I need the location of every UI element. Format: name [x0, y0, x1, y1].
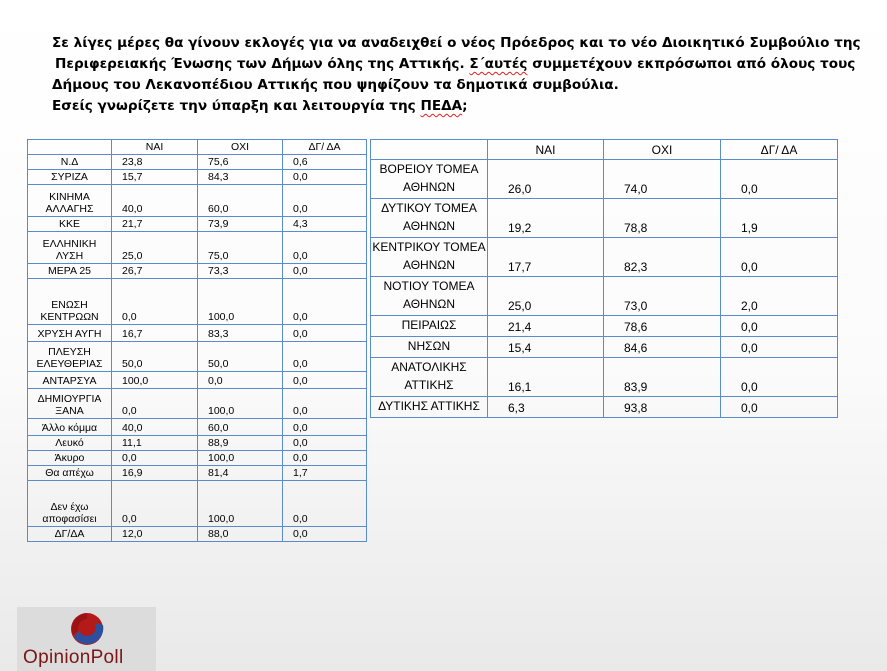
cell-yes: 15,4 [488, 337, 604, 358]
opinionpoll-logo [17, 607, 156, 671]
question-line-4 [52, 96, 852, 117]
party-table [27, 139, 367, 542]
cell-no: 60,0 [198, 185, 283, 217]
cell-yes: 40,0 [112, 185, 198, 217]
peda-acronym: ΠΕΔΑ [420, 98, 463, 114]
header-no: ΟΧΙ [604, 140, 721, 160]
cell-dk: 0,0 [283, 325, 367, 342]
cell-dk: 0,0 [283, 372, 367, 389]
header-yes: ΝΑΙ [488, 140, 604, 160]
cell-dk: 0,6 [283, 155, 367, 170]
row-label: ΕΝΩΣΗ ΚΕΝΤΡΩΩΝ [28, 279, 112, 325]
cell-yes: 16,1 [488, 358, 604, 397]
region-table-row [371, 316, 838, 337]
cell-dk: 0,0 [283, 232, 367, 264]
region-table-row [371, 199, 838, 238]
party-table-row [28, 217, 367, 232]
cell-yes: 17,7 [488, 238, 604, 277]
cell-no: 73,3 [198, 264, 283, 279]
row-label: Άκυρο [28, 451, 112, 466]
header-no: ΟΧΙ [198, 140, 283, 155]
party-table-row [28, 389, 367, 419]
question-line-2-marked: Σ΄αυτές [469, 56, 528, 72]
party-table-row [28, 342, 367, 372]
cell-no: 88,9 [198, 436, 283, 451]
cell-dk: 0,0 [721, 238, 838, 277]
row-label: ΔΥΤΙΚΗΣ ΑΤΤΙΚΗΣ [371, 397, 488, 418]
row-label: ΑΝΑΤΟΛΙΚΗΣ ΑΤΤΙΚΗΣ [371, 358, 488, 397]
row-label: ΠΛΕΥΣΗ ΕΛΕΥΘΕΡΙΑΣ [28, 342, 112, 372]
cell-dk: 4,3 [283, 217, 367, 232]
party-table-row [28, 264, 367, 279]
row-label: ΠΕΙΡΑΙΩΣ [371, 316, 488, 337]
cell-dk: 0,0 [283, 342, 367, 372]
row-label: ΝΟΤΙΟΥ ΤΟΜΕΑ ΑΘΗΝΩΝ [371, 277, 488, 316]
cell-no: 88,0 [198, 527, 283, 542]
cell-no: 100,0 [198, 451, 283, 466]
cell-yes: 11,1 [112, 436, 198, 451]
cell-dk: 0,0 [721, 358, 838, 397]
cell-dk: 0,0 [721, 160, 838, 199]
cell-yes: 6,3 [488, 397, 604, 418]
cell-no: 82,3 [604, 238, 721, 277]
cell-yes: 23,8 [112, 155, 198, 170]
header-dk: ΔΓ/ ΔΑ [283, 140, 367, 155]
cell-dk: 0,0 [283, 419, 367, 436]
row-label: ΔΥΤΙΚΟΥ ΤΟΜΕΑ ΑΘΗΝΩΝ [371, 199, 488, 238]
cell-yes: 0,0 [112, 481, 198, 527]
cell-no: 78,8 [604, 199, 721, 238]
cell-yes: 19,2 [488, 199, 604, 238]
cell-dk: 0,0 [283, 279, 367, 325]
region-table-row [371, 160, 838, 199]
cell-yes: 0,0 [112, 279, 198, 325]
party-table-row [28, 325, 367, 342]
cell-yes: 25,0 [488, 277, 604, 316]
row-label: ΣΥΡΙΖΑ [28, 170, 112, 185]
cell-no: 60,0 [198, 419, 283, 436]
cell-no: 100,0 [198, 279, 283, 325]
region-table-row [371, 337, 838, 358]
row-label: ΔΓ/ΔΑ [28, 527, 112, 542]
cell-dk: 0,0 [721, 397, 838, 418]
cell-dk: 0,0 [283, 527, 367, 542]
cell-dk: 0,0 [721, 316, 838, 337]
row-label: ΝΗΣΩΝ [371, 337, 488, 358]
row-label: ΒΟΡΕΙΟΥ ΤΟΜΕΑ ΑΘΗΝΩΝ [371, 160, 488, 199]
cell-dk: 1,7 [283, 466, 367, 481]
cell-no: 83,3 [198, 325, 283, 342]
cell-dk: 2,0 [721, 277, 838, 316]
party-table-row [28, 232, 367, 264]
cell-yes: 15,7 [112, 170, 198, 185]
row-label: ΚΙΝΗΜΑ ΑΛΛΑΓΗΣ [28, 185, 112, 217]
logo-wordmark: OpinionPoll [23, 647, 124, 668]
cell-yes: 0,0 [112, 389, 198, 419]
region-table-row [371, 358, 838, 397]
party-table-row [28, 185, 367, 217]
row-label: Λευκό [28, 436, 112, 451]
cell-dk: 0,0 [283, 389, 367, 419]
cell-yes: 25,0 [112, 232, 198, 264]
row-label: Ν.Δ [28, 155, 112, 170]
cell-no: 78,6 [604, 316, 721, 337]
question-line-2 [52, 54, 856, 75]
party-table-row [28, 466, 367, 481]
region-table-row [371, 397, 838, 418]
cell-yes: 40,0 [112, 419, 198, 436]
row-label: ΔΗΜΙΟΥΡΓΙΑ ΞΑΝΑ [28, 389, 112, 419]
cell-no: 73,0 [604, 277, 721, 316]
logo-globe-icon [65, 611, 109, 647]
cell-yes: 12,0 [112, 527, 198, 542]
party-table-row [28, 372, 367, 389]
cell-yes: 16,7 [112, 325, 198, 342]
question-line-3: Δήμους του Λεκανοπέδιου Αττικής που ψηφίζουν τα δημοτικά συμβούλια. [52, 77, 619, 93]
cell-no: 93,8 [604, 397, 721, 418]
header-corner [371, 140, 488, 160]
cell-dk: 0,0 [283, 185, 367, 217]
question-line-1: Σε λίγες μέρες θα γίνουν εκλογές για να αναδειχθεί ο νέος Πρόεδρος και το νέο Διοικητικό Συμβούλιο της [52, 35, 861, 51]
region-table-header [371, 140, 838, 160]
cell-no: 75,0 [198, 232, 283, 264]
cell-yes: 0,0 [112, 451, 198, 466]
row-label: Θα απέχω [28, 466, 112, 481]
header-yes: ΝΑΙ [112, 140, 198, 155]
cell-no: 50,0 [198, 342, 283, 372]
party-table-row [28, 419, 367, 436]
cell-no: 0,0 [198, 372, 283, 389]
cell-dk: 0,0 [283, 436, 367, 451]
row-label: Δεν έχω αποφασίσει [28, 481, 112, 527]
cell-no: 83,9 [604, 358, 721, 397]
cell-yes: 21,4 [488, 316, 604, 337]
cell-no: 73,9 [198, 217, 283, 232]
cell-no: 74,0 [604, 160, 721, 199]
cell-yes: 26,0 [488, 160, 604, 199]
cell-dk: 0,0 [283, 451, 367, 466]
question-mark: ; [462, 98, 468, 114]
cell-no: 81,4 [198, 466, 283, 481]
cell-no: 100,0 [198, 389, 283, 419]
party-table-row [28, 451, 367, 466]
question-line-4-start: Εσείς γνωρίζετε την ύπαρξη και λειτουργία της [52, 98, 416, 114]
cell-yes: 100,0 [112, 372, 198, 389]
party-table-row [28, 170, 367, 185]
row-label: ΕΛΛΗΝΙΚΗ ΛΥΣΗ [28, 232, 112, 264]
party-table-row [28, 436, 367, 451]
question-line-2-start: Περιφερειακής Ένωσης των Δήμων όλης της Αττικής. [55, 56, 465, 72]
row-label: ΧΡΥΣΗ ΑΥΓΗ [28, 325, 112, 342]
cell-yes: 16,9 [112, 466, 198, 481]
cell-dk: 0,0 [283, 170, 367, 185]
cell-dk: 0,0 [721, 337, 838, 358]
cell-no: 84,6 [604, 337, 721, 358]
party-table-header [28, 140, 367, 155]
cell-no: 100,0 [198, 481, 283, 527]
region-table-row [371, 277, 838, 316]
row-label: ΚΚΕ [28, 217, 112, 232]
region-table-row [371, 238, 838, 277]
party-table-row [28, 279, 367, 325]
region-table [370, 139, 838, 418]
party-table-row [28, 155, 367, 170]
cell-no: 84,3 [198, 170, 283, 185]
cell-yes: 50,0 [112, 342, 198, 372]
cell-dk: 0,0 [283, 264, 367, 279]
cell-no: 75,6 [198, 155, 283, 170]
row-label: ΑΝΤΑΡΣΥΑ [28, 372, 112, 389]
cell-yes: 21,7 [112, 217, 198, 232]
party-table-row [28, 527, 367, 542]
question-text [52, 33, 861, 117]
cell-yes: 26,7 [112, 264, 198, 279]
row-label: ΚΕΝΤΡΙΚΟΥ ΤΟΜΕΑ ΑΘΗΝΩΝ [371, 238, 488, 277]
question-line-2-end: συμμετέχουν εκπρόσωποι από όλους τους [532, 56, 856, 72]
cell-dk: 0,0 [283, 481, 367, 527]
cell-dk: 1,9 [721, 199, 838, 238]
header-corner [28, 140, 112, 155]
party-table-row [28, 481, 367, 527]
row-label: Άλλο κόμμα [28, 419, 112, 436]
row-label: ΜΕΡΑ 25 [28, 264, 112, 279]
header-dk: ΔΓ/ ΔΑ [721, 140, 838, 160]
